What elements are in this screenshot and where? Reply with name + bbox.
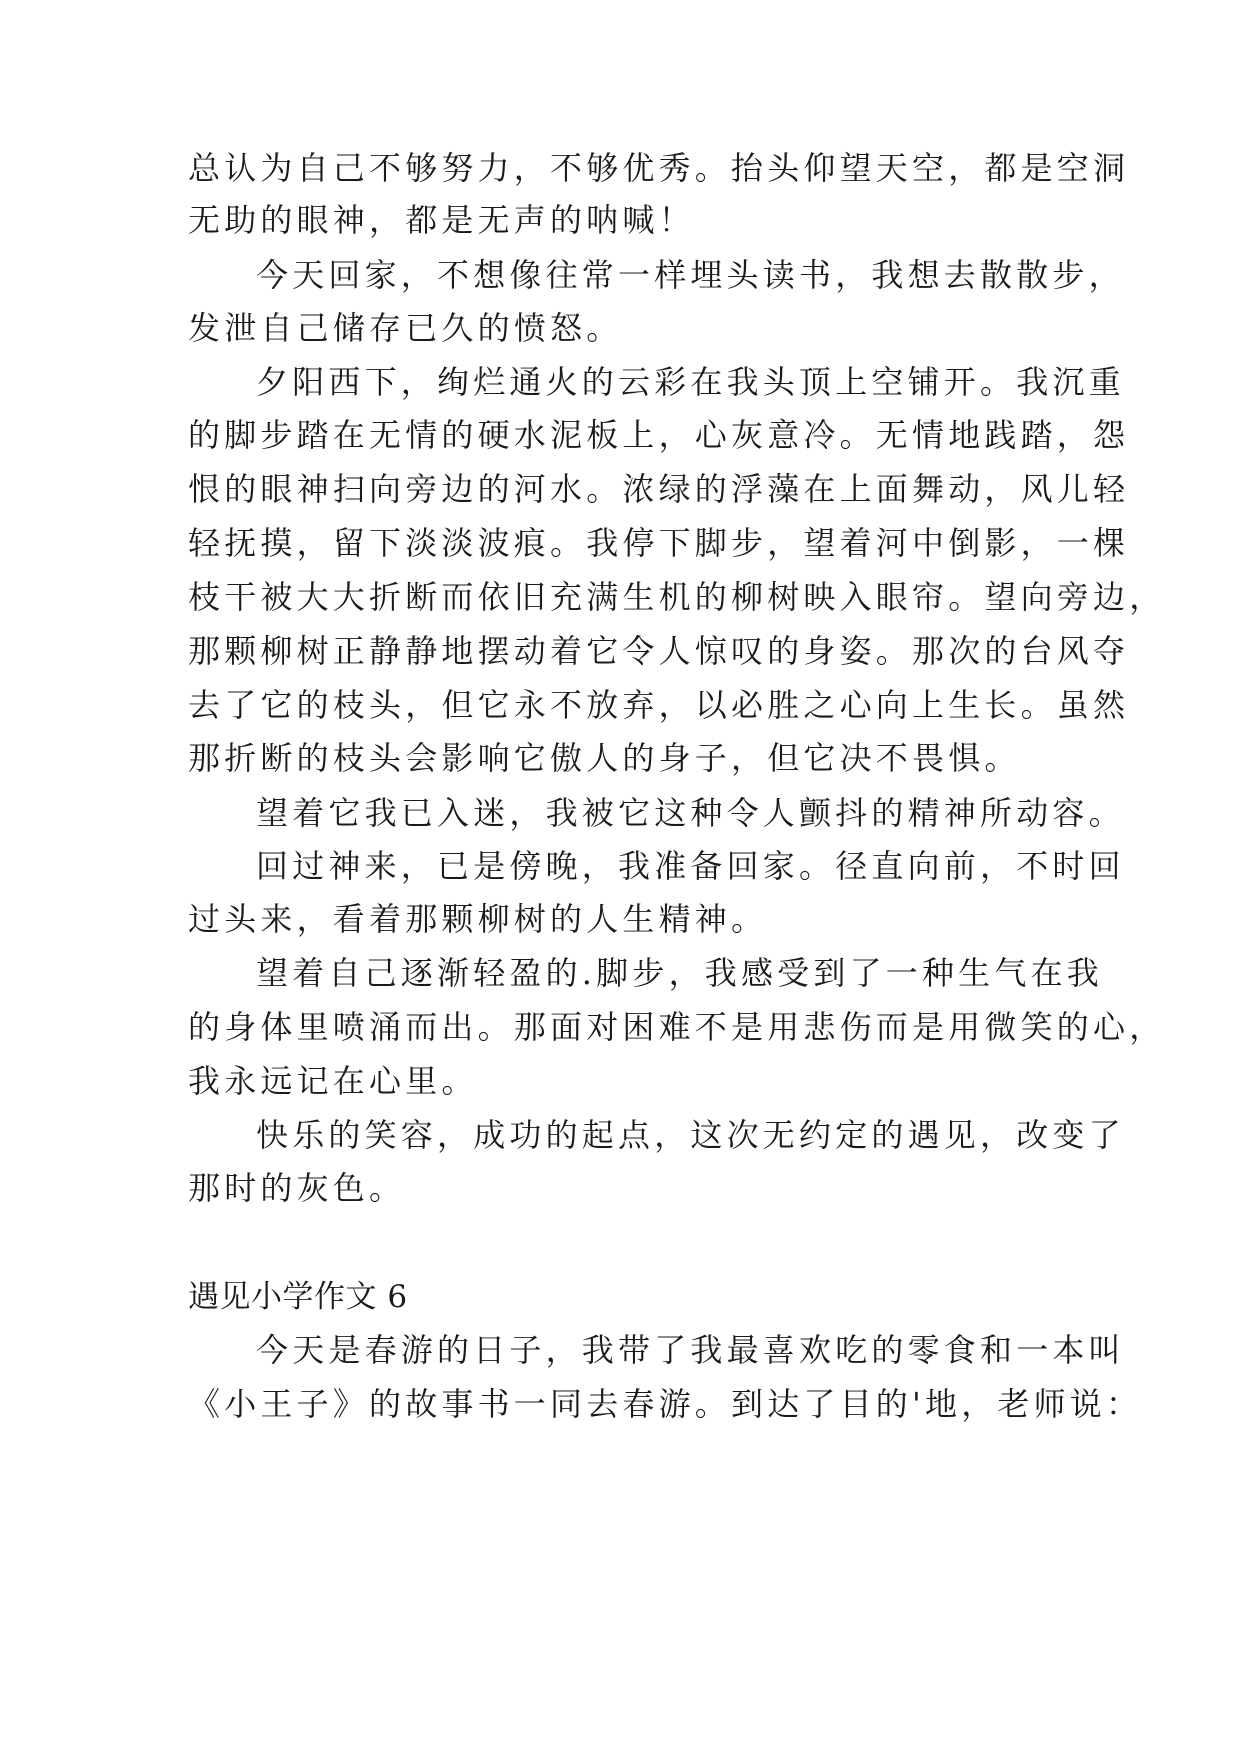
paragraph-line: 轻抚摸，留下淡淡波痕。我停下脚步，望着河中倒影，一棵 (188, 524, 1130, 562)
paragraph-line: 回过神来，已是傍晚，我准备回家。径直向前，不时回 (256, 847, 1125, 885)
paragraph-line: 无助的眼神，都是无声的呐喊！ (188, 201, 695, 239)
paragraph-line: 过头来，看着那颗柳树的人生精神。 (188, 900, 768, 938)
paragraph-line: 我永远记在心里。 (188, 1062, 478, 1100)
paragraph-line: 《小王子》的故事书一同去春游。到达了目的'地，老师说： (188, 1385, 1143, 1423)
paragraph-line: 望着它我已入迷，我被它这种令人颤抖的精神所动容。 (256, 794, 1125, 832)
paragraph-line: 的脚步踏在无情的硬水泥板上，心灰意冷。无情地践踏，怨 (188, 416, 1130, 454)
paragraph-line: 快乐的笑容，成功的起点，这次无约定的遇见，改变了 (256, 1116, 1125, 1154)
section-heading: 遇见小学作文 6 (188, 1279, 408, 1315)
paragraph-line: 望着自己逐渐轻盈的.脚步，我感受到了一种生气在我 (256, 954, 1103, 992)
paragraph-line: 今天回家，不想像往常一样埋头读书，我想去散散步， (256, 256, 1125, 294)
paragraph-line: 去了它的枝头，但它永不放弃，以必胜之心向上生长。虽然 (188, 686, 1130, 724)
paragraph-line: 的身体里喷涌而出。那面对困难不是用悲伤而是用微笑的心， (188, 1008, 1166, 1046)
paragraph-line: 那颗柳树正静静地摆动着它令人惊叹的身姿。那次的台风夺 (188, 632, 1130, 670)
paragraph-line: 那时的灰色。 (188, 1169, 406, 1207)
paragraph-line: 发泄自己储存已久的愤怒。 (188, 309, 623, 347)
paragraph-line: 恨的眼神扫向旁边的河水。浓绿的浮藻在上面舞动，风儿轻 (188, 470, 1130, 508)
paragraph-line: 夕阳西下，绚烂通火的云彩在我头顶上空铺开。我沉重 (256, 363, 1125, 401)
paragraph-line: 总认为自己不够努力，不够优秀。抬头仰望天空，都是空洞 (188, 149, 1130, 187)
paragraph-line: 今天是春游的日子，我带了我最喜欢吃的零食和一本叫 (256, 1331, 1125, 1369)
paragraph-line: 那折断的枝头会影响它傲人的身子，但它决不畏惧。 (188, 739, 1021, 777)
paragraph-line: 枝干被大大折断而依旧充满生机的柳树映入眼帘。望向旁边， (188, 578, 1166, 616)
